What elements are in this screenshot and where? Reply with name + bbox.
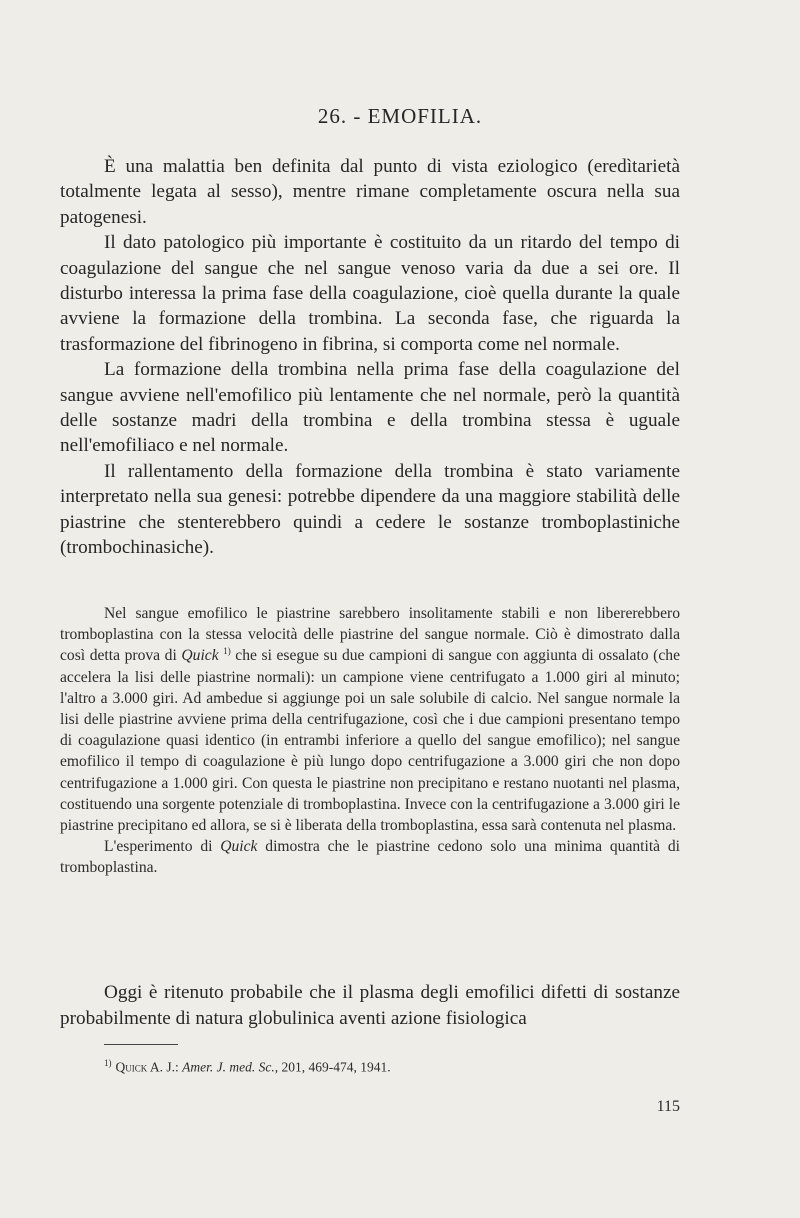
- small-paragraph: [60, 603, 680, 836]
- small-paragraph: [60, 836, 680, 878]
- footnote-author: Quick A. J.:: [115, 1059, 179, 1075]
- footnote-mark: 1): [104, 1058, 112, 1068]
- paragraph: Il rallentamento della formazione della trombina è stato variamente interpretato nella sua genesi: potrebbe dipendere da una maggiore stabilità delle piastrine che stenterebbero quindi a cedere le sostanze tromboplastiniche (trombochinasiche).: [60, 460, 680, 559]
- paragraph: È una malattia ben definita dal punto di vista eziologico (eredìtarietà totalmente legata al sesso), mentre rimane completamente oscura nella sua patogenesi.: [60, 156, 680, 228]
- footnote: [104, 1054, 664, 1077]
- footnote-reference: 1): [223, 646, 231, 657]
- text-span: L'esperimento di: [104, 838, 221, 856]
- text-span: che si esegue su due campioni di sangue con aggiunta di ossalato (che accelera la lisi delle piastrine normali): un campione viene centrifugato a 1.000 giri al minuto; l'altro a 3.000 giri. Ad ambedue si aggiunge poi un sale solubile di calcio. Nel sangue normale la lisi delle piastrine avviene prima della centrifugazione, così che i due campioni presentano tempo di coagulazione quasi identico (in entrambi inferiore a quello del sangue emofilico); nel sangue emofilico il tempo di coagulazione è più lungo dopo centrifugazione a 3.000 giri che non dopo centrifugazione a 1.000 giri. Con questa le piastrine non precipitano e restano nuotanti nel plasma, costituendo una sorgente potenziale di tromboplastina. Invece con la centrifugazione a 3.000 giri le piastrine precipitano ed allora, se si è liberata della tromboplastina, essa sarà contenuta nel plasma.: [60, 647, 680, 835]
- text-span: dimostra che le piastrine cedono solo una minima quantità di tromboplastina.: [60, 838, 680, 877]
- footnote-journal: Amer. J. med. Sc.,: [182, 1059, 279, 1075]
- page-number: 115: [656, 1098, 680, 1115]
- small-print-section: [60, 603, 680, 879]
- text-span: Nel sangue emofilico le piastrine sarebbero insolitamente stabili e non libererebbero tromboplastina con la stessa velocità delle piastrine del sangue normale. Ciò è dimostrato dalla così detta prova di: [60, 605, 680, 665]
- main-text: [60, 154, 680, 561]
- closing-text: [60, 980, 680, 1032]
- footnote-details: 201, 469-474, 1941.: [281, 1059, 391, 1075]
- paragraph: Il dato patologico più importante è costituito da un ritardo del tempo di coagulazione del sangue che nel sangue venoso varia da due a sei ore. Il disturbo interessa la prima fase della coagulazione, cioè quella durante la quale avviene la formazione della trombina. La seconda fase, che riguarda la trasformazione del fibrinogeno in fibrina, si comporta come nel normale.: [60, 232, 680, 355]
- paragraph: Oggi è ritenuto probabile che il plasma degli emofilici difetti di sostanze probabilmente di natura globulinica aventi azione fisiologica: [60, 982, 680, 1029]
- paragraph: La formazione della trombina nella prima fase della coagulazione del sangue avviene nell'emofilico più lentamente che nel normale, però la quantità delle sostanze madri della trombina e della trombina stessa è uguale nell'emofiliaco e nel normale.: [60, 359, 680, 457]
- footnote-divider: [104, 1044, 178, 1045]
- quick-name: Quick: [181, 647, 219, 665]
- chapter-heading: 26. - EMOFILIA.: [317, 104, 483, 128]
- quick-name: Quick: [220, 838, 258, 856]
